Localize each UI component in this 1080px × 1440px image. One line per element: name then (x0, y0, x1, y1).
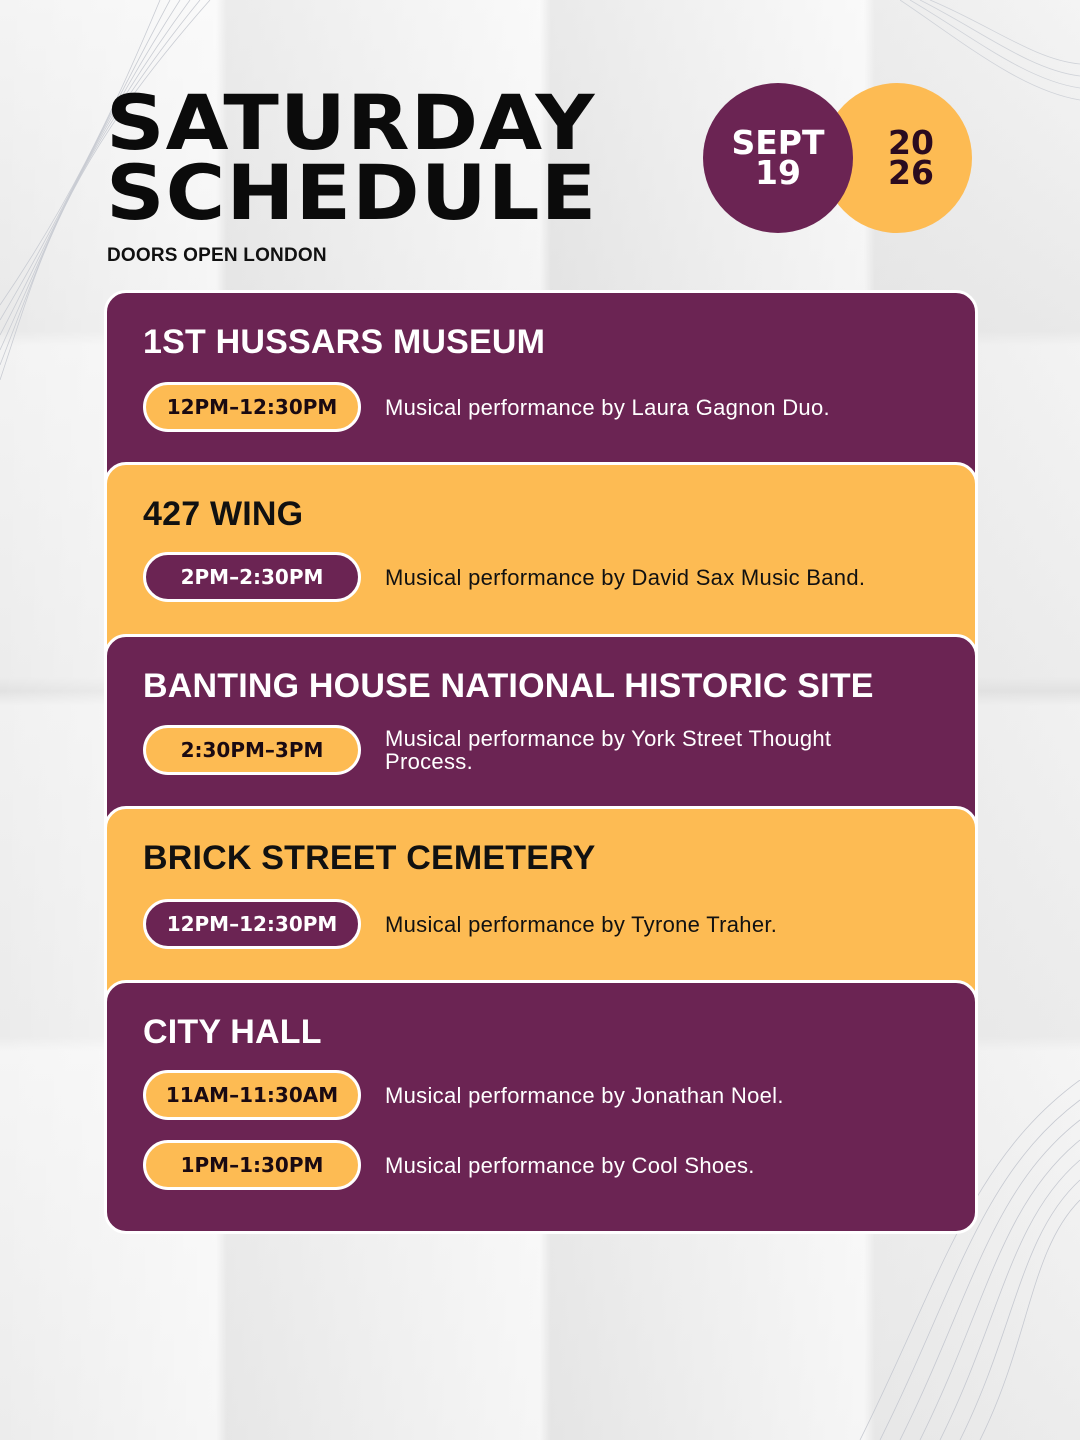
event-subtitle: DOORS OPEN LONDON (107, 245, 327, 266)
performance-description: Musical performance by York Street Thought Process. (385, 726, 832, 774)
performance-description: Musical performance by Laura Gagnon Duo. (385, 394, 830, 420)
year-top: 20 (888, 123, 934, 162)
page-title (106, 78, 598, 237)
venue-name: 427 WING (143, 495, 304, 533)
time-pill: 12PM–12:30PM (143, 899, 361, 949)
title-line-1: SATURDAY (106, 78, 596, 167)
schedule-slot (143, 380, 923, 434)
schedule-slot (143, 897, 923, 951)
performance-description: Musical performance by Tyrone Traher. (385, 911, 778, 937)
schedule-slot (143, 550, 923, 604)
venue-name: BANTING HOUSE NATIONAL HISTORIC SITE (143, 667, 874, 705)
performance-description: Musical performance by David Sax Music Band. (385, 564, 866, 590)
schedule-slot (143, 723, 923, 777)
year-bottom: 26 (888, 153, 934, 192)
schedule-slot (143, 1068, 923, 1122)
performance-description: Musical performance by Jonathan Noel. (385, 1082, 784, 1108)
time-pill: 2:30PM–3PM (143, 725, 361, 775)
venue-name: CITY HALL (143, 1013, 322, 1051)
time-pill: 11AM–11:30AM (143, 1070, 361, 1120)
venue-name: 1ST HUSSARS MUSEUM (143, 323, 546, 361)
time-pill: 12PM–12:30PM (143, 382, 361, 432)
date-day: 19 (755, 153, 801, 192)
date-badge (703, 83, 853, 233)
schedule-slot (143, 1138, 923, 1192)
venue-card (104, 980, 978, 1234)
time-pill: 2PM–2:30PM (143, 552, 361, 602)
title-line-2: SCHEDULE (106, 148, 598, 237)
venue-name: BRICK STREET CEMETERY (143, 839, 596, 877)
date-month: SEPT (731, 123, 825, 162)
performance-description: Musical performance by Cool Shoes. (385, 1152, 755, 1178)
time-pill: 1PM–1:30PM (143, 1140, 361, 1190)
